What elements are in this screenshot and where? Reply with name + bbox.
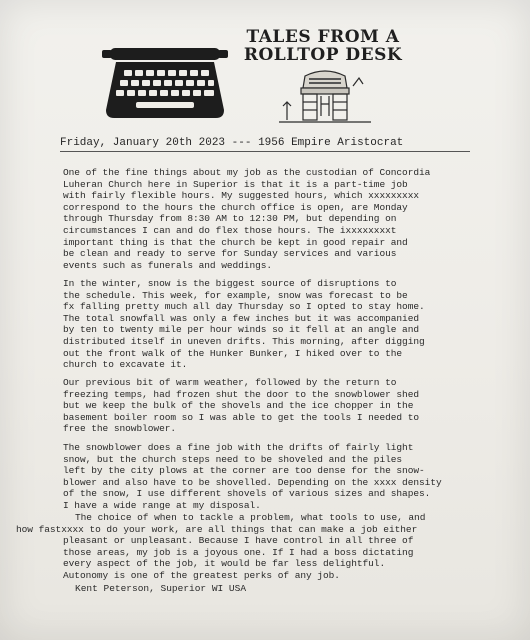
paragraph-line: Autonomy is one of the greatest perks of any job. [63,569,340,581]
paragraph-line: every aspect of the job, it would be far less delightful. [63,558,386,570]
masthead [238,28,408,64]
paragraph-line: The choice of when to tackle a problem, what tools to use, and [75,512,426,523]
paragraph-line: Luheran Church here in Superior is that it is a part-time job [63,178,408,190]
paragraph-line: One of the fine things about my job as the custodian of Concordia [63,167,431,178]
dateline-date: Friday, January 20th 2023 [60,137,226,149]
paragraph-line: I have a wide range at my disposal. [63,499,261,511]
paragraph-line: those areas, my job is a joyous one. If I had a boss dictating [63,546,414,558]
dateline [60,136,480,150]
paragraph-line: left by the city plows at the corner are too dense for the snow- [63,465,425,477]
paragraph-line: but we keep the bulk of the shovels and the ice chopper in the [63,400,414,412]
masthead-title-line2: ROLLTOP DESK [243,45,403,65]
paragraph-line: of the snow, I use different shovels of various sizes and shapes. [63,488,431,500]
rolltop-desk-illustration [275,66,375,126]
paragraph-line: distributed itself in uneven drifts. This morning, after digging [63,335,425,347]
paragraph-2 [63,278,483,371]
paragraph-line: out the front walk of the Hunker Bunker, I hiked over to the [63,347,403,359]
paragraph-line: basement boiler room so I was able to get the tools I needed to [63,411,420,423]
paragraph-line: In the winter, snow is the biggest source of disruptions to [63,278,397,289]
paragraph-line: circumstances I can and do flex those hours. The ixxxxxxxxt [63,224,397,236]
dateline-machine: 1956 Empire Aristocrat [258,137,404,149]
paragraph-line: The total snowfall was only a few inches but it was accompanied [63,312,420,324]
paragraph-line: church to excavate it. [63,359,188,371]
paragraph-line: through Thursday from 8:30 AM to 12:30 PM, but depending on [63,213,397,225]
paragraph-line: be clean and ready to serve for Sunday services and various [63,248,397,260]
paragraph-line: correspond to the hours the church office is open, are Monday [63,201,408,213]
paragraph-line: with fairly flexible hours. My suggested hours, which xxxxxxxxx [63,190,420,202]
masthead-title-line1: TALES FROM A [246,27,400,47]
paragraph-4 [63,442,483,512]
paragraph-line: blower and also have to be shovelled. Depending on the xxxx density [63,476,442,488]
paragraph-3 [63,377,483,435]
paragraph-5 [16,512,483,582]
paragraph-line: how fastxxxx to do your work, are all things that can make a job either [16,523,418,535]
paragraph-line: fx falling pretty much all day Thursday so I opted to stay home. [63,301,425,313]
paragraph-line: freezing temps, had frozen shut the door to the snowblower shed [63,388,420,400]
typewriter-icon [100,40,230,130]
paragraph-line: the schedule. This week, for example, snow was forecast to be [63,289,408,301]
signature: Kent Peterson, Superior WI USA [75,583,247,594]
paragraph-line: important thing is that the church be kept in good repair and [63,236,408,248]
paragraph-line: free the snowblower. [63,423,177,435]
dateline-separator: --- [231,137,252,149]
paragraph-line: Our previous bit of warm weather, followed by the return to [63,377,397,388]
paragraph-line: snow, but the church steps need to be shoveled and the piles [63,453,403,465]
paragraph-line: by ten to twenty mile per hour winds so it fell at an angle and [63,324,420,336]
dateline-underline [60,151,470,152]
paragraph-line: events such as funerals and weddings. [63,259,273,271]
paragraph-line: pleasant or unpleasant. Because I have control in all three of [63,535,414,547]
paragraph-line: The snowblower does a fine job with the drifts of fairly light [63,442,414,453]
paragraph-1 [63,167,483,271]
